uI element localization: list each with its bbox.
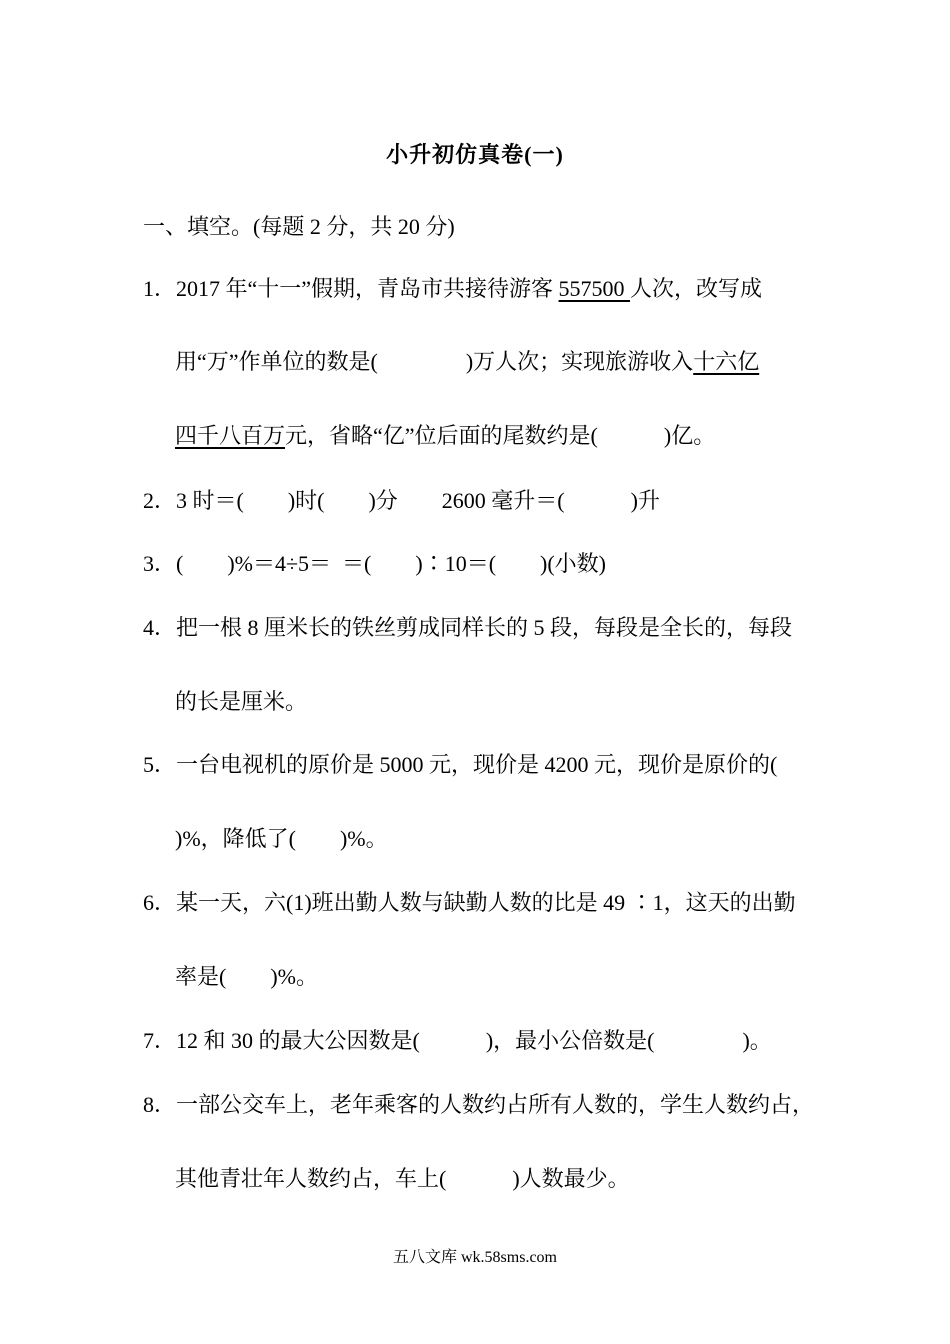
question-1-text: 1．2017 年“十一”假期，青岛市共接待游客	[143, 276, 559, 301]
page-footer: 五八文库 wk.58sms.com	[392, 1249, 557, 1266]
question-2: 2．3 时＝( )时( )分 2600 毫升＝( )升	[143, 488, 660, 513]
question-5-line-1: 5．一台电视机的原价是 5000 元，现价是 4200 元，现价是原价的(	[143, 752, 778, 777]
question-1-line-3	[175, 421, 715, 451]
question-4-line-1: 4．把一根 8 厘米长的铁丝剪成同样长的 5 段，每段是全长的，每段	[143, 615, 793, 640]
question-7: 7．12 和 30 的最大公因数是( )，最小公倍数是( )。	[143, 1028, 772, 1053]
page-title: 小升初仿真卷(一)	[386, 142, 564, 167]
question-5-line-2: )%，降低了( )%。	[175, 826, 388, 851]
question-1-line-3-text: 元，省略“亿”位后面的尾数约是( )亿。	[285, 423, 716, 448]
section-heading: 一、填空。(每题 2 分，共 20 分)	[143, 214, 455, 239]
question-3: 3．( )%＝4÷5＝ ＝( )∶10＝( )(小数)	[143, 551, 607, 576]
question-1-line-2-text: 用“万”作单位的数是( )万人次；实现旅游收入	[175, 349, 694, 374]
question-1-line-2	[175, 347, 759, 377]
question-8-line-2: 其他青壮年人数约占，车上( )人数最少。	[175, 1166, 630, 1191]
question-1-underlined-income: 十六亿	[693, 349, 760, 374]
question-1-line-1	[143, 274, 762, 304]
question-8-line-1: 8．一部公交车上，老年乘客的人数约占所有人数的，学生人数约占，	[143, 1092, 815, 1117]
question-6-line-1: 6．某一天，六(1)班出勤人数与缺勤人数的比是 49 ∶1，这天的出勤	[143, 890, 796, 915]
question-4-line-2: 的长是厘米。	[175, 689, 308, 714]
question-6-line-2: 率是( )%。	[175, 964, 318, 989]
question-1-underlined-income-cont: 四千八百万	[175, 423, 286, 448]
question-1-underlined-number: 557500	[558, 276, 631, 301]
question-1-text-tail: 人次，改写成	[630, 276, 763, 301]
